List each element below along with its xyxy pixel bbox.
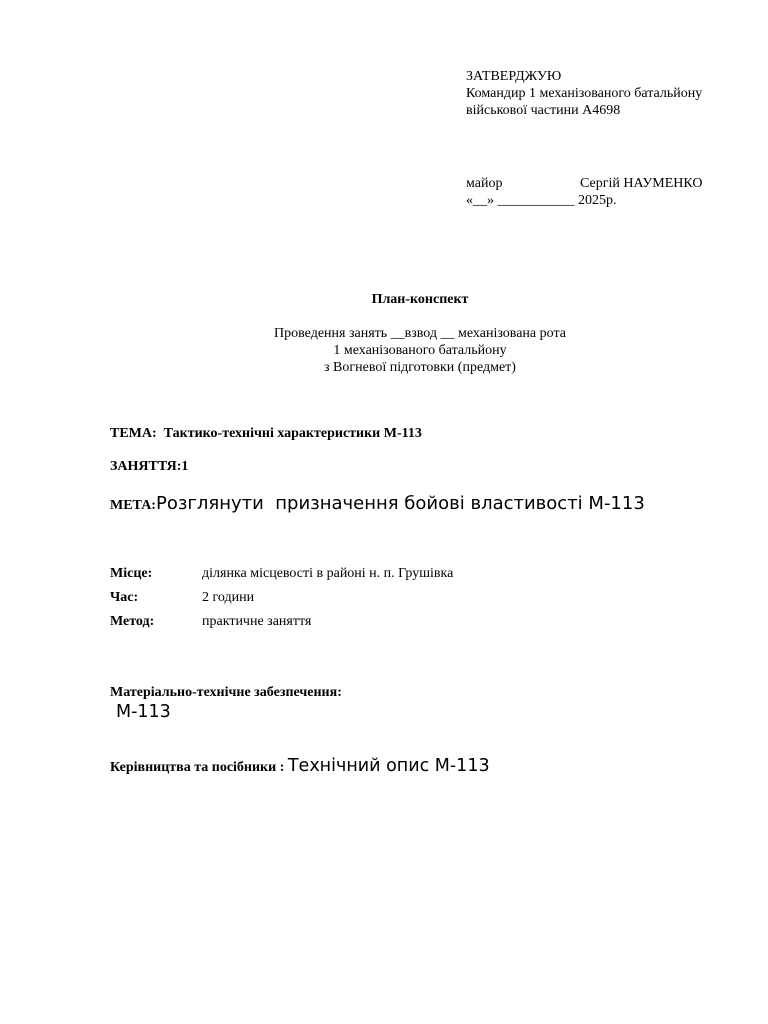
method-label: Метод:	[110, 614, 155, 629]
approval-heading: ЗАТВЕРДЖУЮ	[466, 69, 562, 84]
guides-label: Керівництва та посібники :	[110, 760, 285, 775]
lesson-label: ЗАНЯТТЯ:1	[110, 459, 189, 474]
materials-value: М-113	[116, 702, 171, 722]
guides-row	[110, 756, 490, 776]
time-label: Час:	[110, 590, 139, 605]
approval-date-line: «__» ___________ 2025р.	[466, 193, 617, 208]
place-row	[110, 566, 453, 582]
goal-value: Розглянути призначення бойові властивості М-113	[155, 493, 645, 514]
signature-block	[466, 175, 702, 209]
approval-block	[466, 68, 702, 119]
commander-name: Сергій НАУМЕНКО	[580, 176, 703, 191]
goal-label: МЕТА:	[110, 498, 156, 513]
lesson-row	[110, 459, 188, 475]
topic-label: ТЕМА:	[110, 426, 157, 441]
commander-rank: майор	[466, 176, 503, 191]
subtitle-line1: Проведення занять __взвод __ механізована рота	[274, 326, 566, 341]
materials-label: Матеріально-технічне забезпечення:	[110, 685, 342, 700]
place-value: ділянка місцевості в районі н. п. Грушівка	[202, 566, 454, 581]
approval-position-line2: військової частини А4698	[466, 103, 621, 118]
time-value: 2 години	[202, 590, 255, 605]
subtitle-line2: 1 механізованого батальйону	[333, 343, 507, 358]
document-title: План-конспект	[371, 292, 469, 307]
approval-position-line1: Командир 1 механізованого батальйону	[466, 86, 703, 101]
time-row	[110, 590, 254, 606]
guides-value: Технічний опис М-113	[287, 756, 490, 776]
goal-row	[110, 493, 645, 514]
topic-row	[110, 426, 422, 442]
place-label: Місце:	[110, 566, 153, 581]
subtitle-line3: з Вогневої підготовки (предмет)	[324, 360, 516, 375]
method-row	[110, 614, 311, 630]
document-subtitle	[0, 325, 768, 376]
topic-value: Тактико-технічні характеристики М-113	[163, 426, 422, 441]
method-value: практичне заняття	[202, 614, 312, 629]
